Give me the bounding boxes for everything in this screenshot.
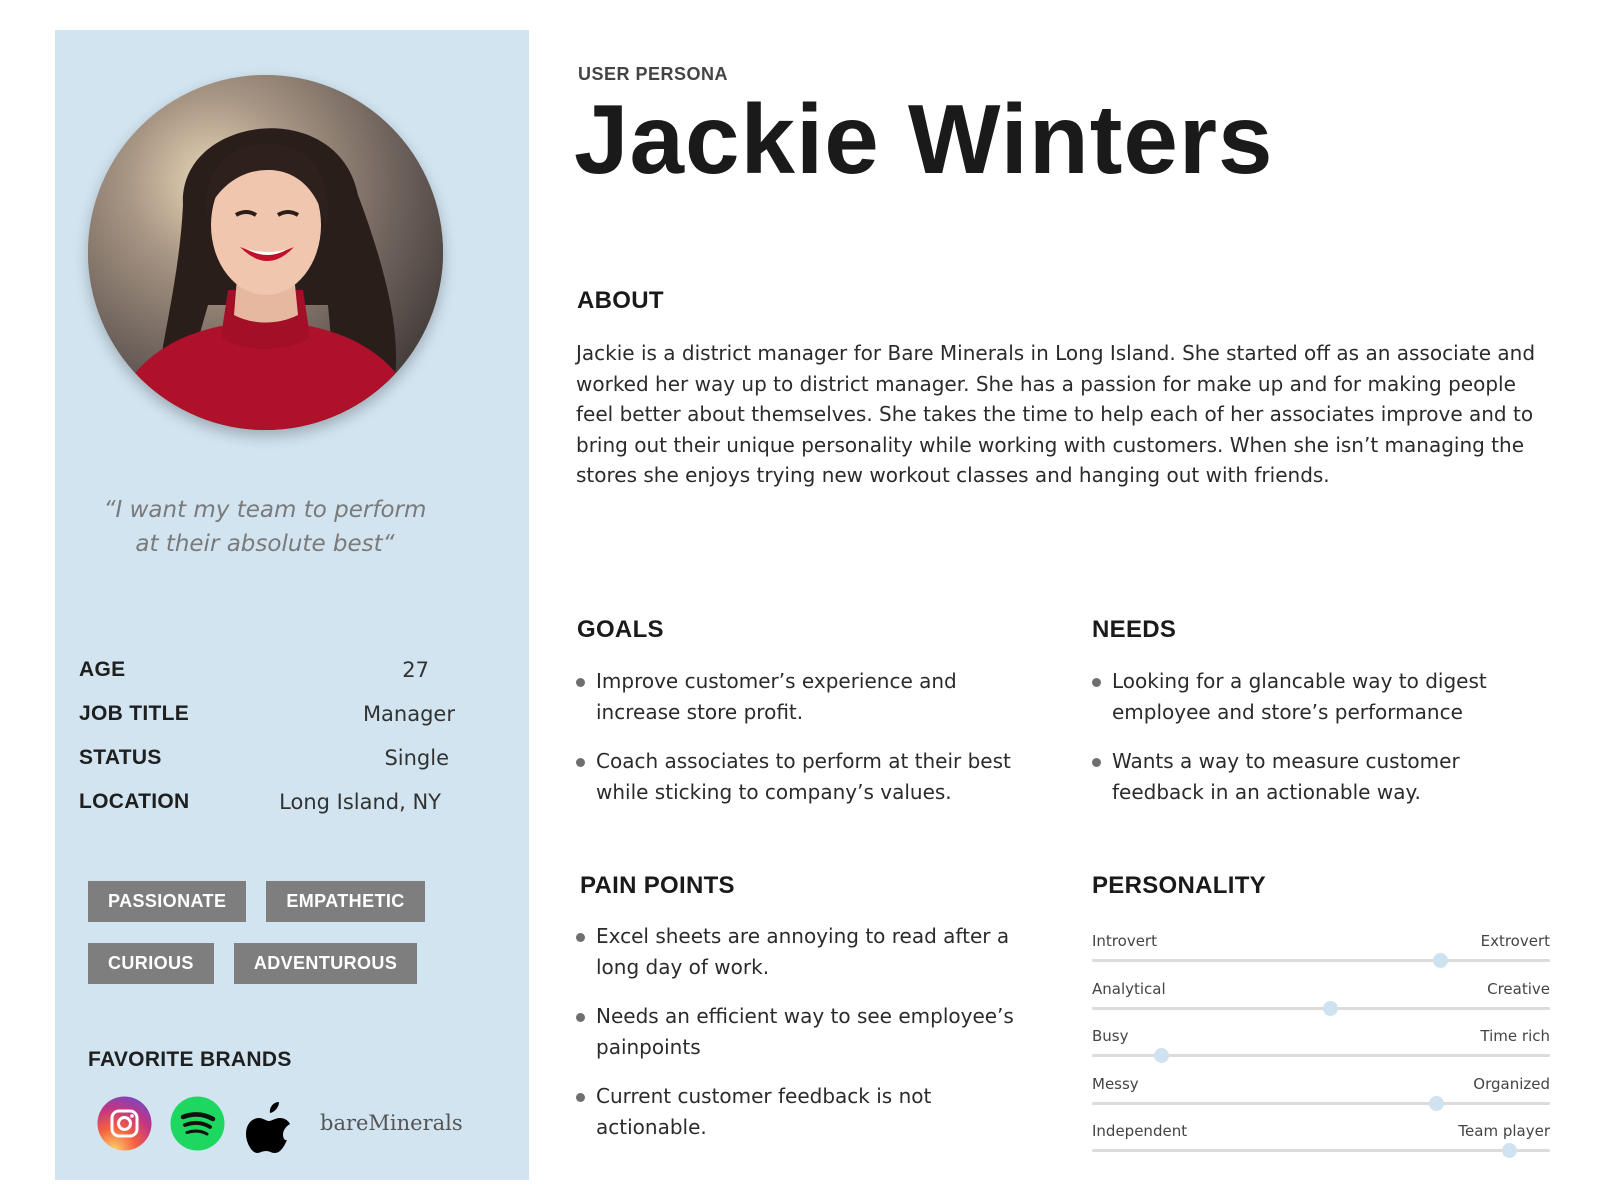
persona-name: Jackie Winters [574,84,1274,194]
trait-tag: EMPATHETIC [266,881,424,922]
list-item: Wants a way to measure customer feedback in an actionable way. [1092,746,1542,807]
spotify-icon [170,1096,225,1151]
fact-row-job-title [79,692,455,736]
slider-left-label: Busy [1092,1027,1129,1045]
pain-points-title: PAIN POINTS [580,872,735,899]
persona-sidebar [55,30,529,1180]
slider-thumb [1433,953,1448,968]
fact-value: Long Island, NY [279,790,441,814]
personality-slider-analytical-creative [1092,978,1550,1026]
goals-list [576,666,1026,826]
fact-label: LOCATION [79,790,190,813]
persona-tags [88,881,488,1005]
avatar [88,75,443,430]
about-text: Jackie is a district manager for Bare Minerals in Long Island. She started off as an associate and worked her way up to district manager. She has a passion for make up and for making people feel better about themselves. She takes the time to help each of her associates improve and to bring out their unique personality while working with customers. When she isn’t managing the stores she enjoys trying new workout classes and hanging out with friends. [576,341,1536,487]
fact-row-age [79,648,449,692]
pain-points-list [576,921,1036,1161]
persona-quote: “I want my team to perform at their absolute best“ [103,497,427,557]
page-kicker: USER PERSONA [578,64,729,84]
personality-slider-introvert-extrovert [1092,930,1550,978]
personality-slider-messy-organized [1092,1073,1550,1121]
avatar-portrait-image [88,75,443,430]
trait-tag: CURIOUS [88,943,214,984]
fact-value: 27 [402,658,429,682]
fact-row-location [79,780,449,824]
slider-thumb [1154,1048,1169,1063]
apple-icon [243,1096,298,1151]
slider-left-label: Messy [1092,1074,1139,1093]
slider-left-label: Independent [1092,1122,1188,1140]
fact-value: Single [384,746,449,770]
favorite-brands-title: FAVORITE BRANDS [88,1048,292,1071]
personality-slider-independent-team-player [1092,1120,1550,1168]
list-item: Excel sheets are annoying to read after a long day of work. [576,921,1036,982]
slider-right-label: Organized [1473,1074,1550,1093]
personality-slider-busy-time-rich [1092,1025,1550,1073]
slider-left-label: Analytical [1092,979,1166,998]
trait-tag: PASSIONATE [88,881,246,922]
fact-label: JOB TITLE [79,702,190,725]
goals-title: GOALS [577,616,664,643]
slider-thumb [1323,1001,1338,1016]
fact-row-status [79,736,449,780]
personality-sliders [1092,930,1550,1168]
slider-left-label: Introvert [1092,932,1157,950]
slider-right-label: Creative [1487,979,1550,998]
fact-label: AGE [79,658,126,681]
list-item: Looking for a glancable way to digest employee and store’s performance [1092,666,1542,727]
list-item: Current customer feedback is not actionable. [576,1081,1036,1142]
slider-track [1092,1007,1550,1010]
slider-thumb [1502,1143,1517,1158]
slider-thumb [1429,1096,1444,1111]
persona-facts [79,648,455,824]
list-item: Coach associates to perform at their best while sticking to company’s values. [576,746,1026,807]
about-title: ABOUT [577,287,664,314]
slider-track [1092,959,1550,962]
slider-track [1092,1102,1550,1105]
favorite-brands [97,1093,463,1153]
personality-title: PERSONALITY [1092,872,1266,899]
needs-list [1092,666,1542,826]
fact-value: Manager [362,702,455,726]
slider-track [1092,1149,1550,1152]
fact-label: STATUS [79,746,162,769]
slider-right-label: Extrovert [1480,932,1550,950]
trait-tag: ADVENTUROUS [234,943,417,984]
list-item: Improve customer’s experience and increase store profit. [576,666,1026,727]
bareminerals-logo: bareMinerals [320,1111,463,1135]
needs-title: NEEDS [1092,616,1177,643]
list-item: Needs an efficient way to see employee’s painpoints [576,1001,1036,1062]
instagram-icon [97,1096,152,1151]
slider-right-label: Team player [1458,1122,1550,1140]
slider-right-label: Time rich [1480,1027,1550,1045]
